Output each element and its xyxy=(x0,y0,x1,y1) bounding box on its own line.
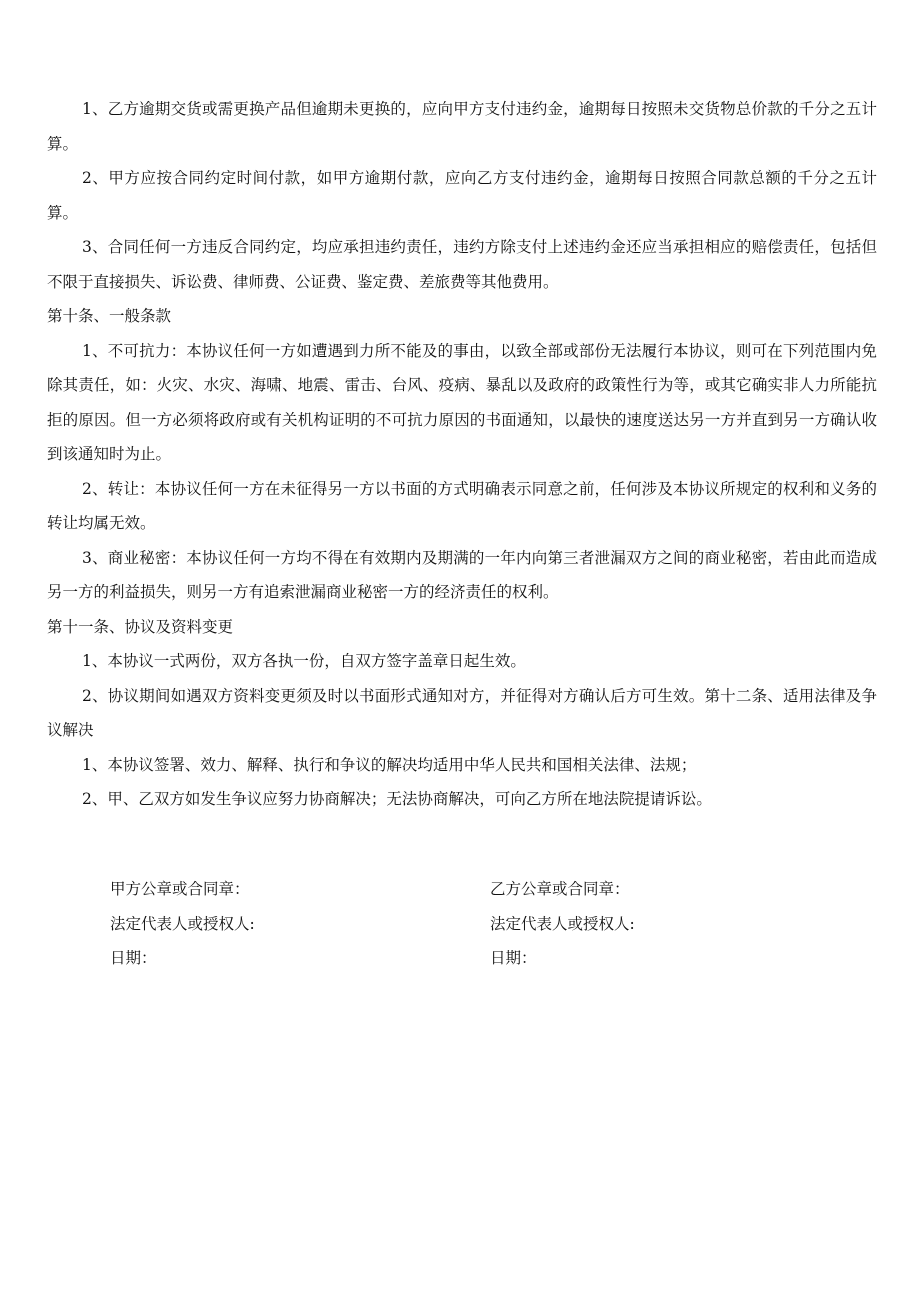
clause-paragraph: 3、合同任何一方违反合同约定，均应承担违约责任，违约方除支付上述违约金还应当承担相应的赔偿责任，包括但不限于直接损失、诉讼费、律师费、公证费、鉴定费、差旅费等其他费用。 xyxy=(47,238,877,291)
clause-paragraph: 1、本协议一式两份，双方各执一份，自双方签字盖章日起生效。 xyxy=(82,652,526,670)
section-heading: 第十一条、协议及资料变更 xyxy=(47,617,234,636)
clause-paragraph: 2、甲、乙双方如发生争议应努力协商解决；无法协商解决，可向乙方所在地法院提请诉讼。 xyxy=(82,790,712,808)
party-b-signature xyxy=(490,872,750,976)
party-a-seal-label: 甲方公章或合同章： xyxy=(110,880,250,898)
clause-paragraph: 1、不可抗力：本协议任何一方如遭遇到力所不能及的事由，以致全部或部份无法履行本协议，则可在下列范围内免除其责任，如：火灾、水灾、海啸、地震、雷击、台风、疫病、暴乱以及政府的政策性行为等，或其它确实非人力所能抗拒的原因。但一方必须将政府或有关机构证明的不可抗力原因的书面通知，以最快的速度送达另一方并直到另一方确认收到该通知时为止。 xyxy=(47,341,877,463)
party-a-signature xyxy=(110,872,370,976)
clause-paragraph: 2、甲方应按合同约定时间付款，如甲方逾期付款，应向乙方支付违约金，逾期每日按照合同款总额的千分之五计算。 xyxy=(47,169,877,222)
contract-body xyxy=(47,92,877,817)
clause-paragraph: 1、本协议签署、效力、解释、执行和争议的解决均适用中华人民共和国相关法律、法规； xyxy=(82,755,697,774)
clause-paragraph: 1、乙方逾期交货或需更换产品但逾期未更换的，应向甲方支付违约金，逾期每日按照未交货物总价款的千分之五计算。 xyxy=(47,100,877,153)
party-a-representative-label: 法定代表人或授权人: xyxy=(110,914,255,933)
party-b-seal-label: 乙方公章或合同章： xyxy=(490,880,630,898)
clause-paragraph: 3、商业秘密：本协议任何一方均不得在有效期内及期满的一年内向第三者泄漏双方之间的商业秘密，若由此而造成另一方的利益损失，则另一方有追索泄漏商业秘密一方的经济责任的权利。 xyxy=(47,548,877,601)
section-heading: 第十条、一般条款 xyxy=(47,307,172,325)
party-b-representative-label: 法定代表人或授权人: xyxy=(490,914,635,933)
clause-paragraph: 2、转让：本协议任何一方在未征得另一方以书面的方式明确表示同意之前，任何涉及本协议所规定的权利和义务的转让均属无效。 xyxy=(47,479,877,532)
clause-paragraph: 2、协议期间如遇双方资料变更须及时以书面形式通知对方，并征得对方确认后方可生效。第十二条、适用法律及争议解决 xyxy=(47,686,877,739)
party-a-date-label: 日期： xyxy=(110,949,157,967)
party-b-date-label: 日期： xyxy=(490,949,537,967)
